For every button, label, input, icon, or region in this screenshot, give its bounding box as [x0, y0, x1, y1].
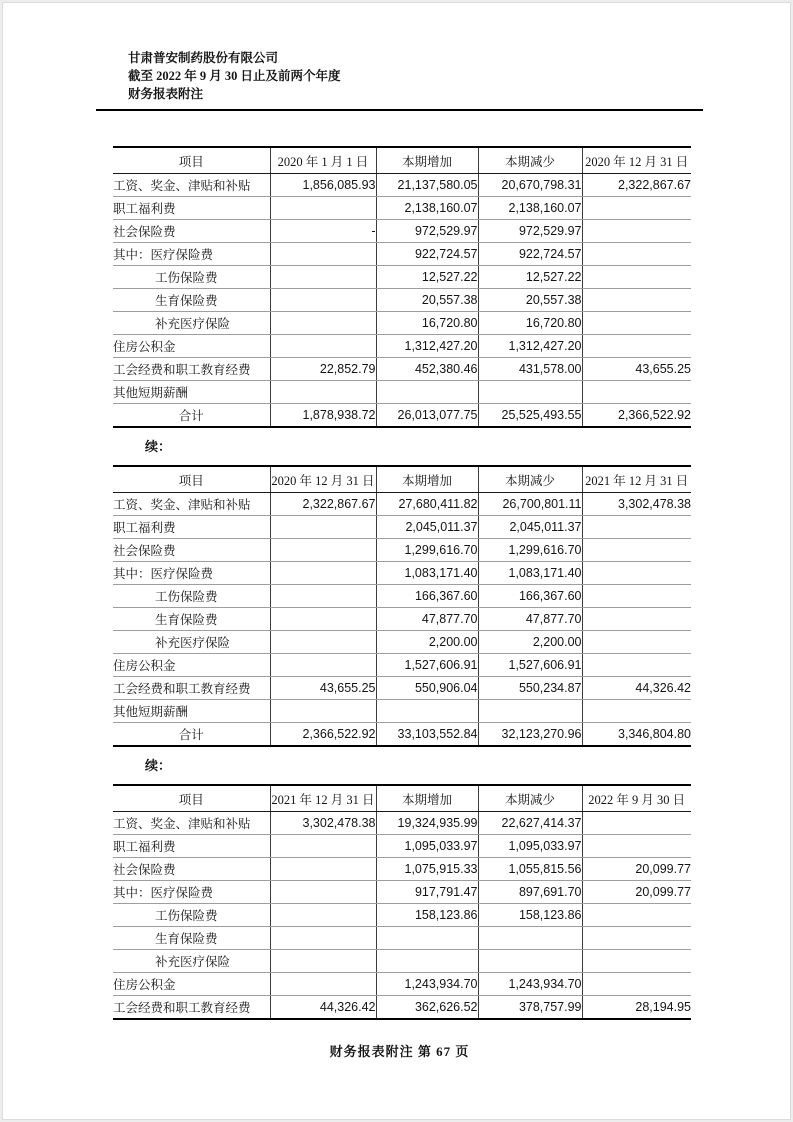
item-cell: 补充医疗保险: [113, 631, 270, 654]
table-row: [113, 973, 691, 996]
value-cell: 972,529.97: [478, 220, 582, 243]
value-cell: 20,099.77: [582, 881, 691, 904]
tables-area: [113, 146, 691, 1020]
value-cell: 3,302,478.38: [270, 812, 376, 835]
value-cell: [478, 950, 582, 973]
value-cell: 1,083,171.40: [376, 562, 478, 585]
value-cell: [582, 904, 691, 927]
value-cell: 2,366,522.92: [582, 404, 691, 428]
value-cell: [582, 220, 691, 243]
value-cell: [270, 700, 376, 723]
value-cell: 44,326.42: [270, 996, 376, 1020]
item-cell: 合计: [178, 409, 204, 423]
value-cell: 43,655.25: [270, 677, 376, 700]
table-row: [113, 858, 691, 881]
value-cell: 431,578.00: [478, 358, 582, 381]
value-cell: [270, 973, 376, 996]
header-row: [113, 147, 691, 174]
value-cell: 33,103,552.84: [376, 723, 478, 747]
item-cell: 生育保险费: [113, 927, 270, 950]
value-cell: 19,324,935.99: [376, 812, 478, 835]
table-row: [113, 608, 691, 631]
value-cell: [582, 835, 691, 858]
value-cell: [582, 539, 691, 562]
report-period: 截至 2022 年 9 月 30 日止及前两个年度: [128, 69, 341, 83]
item-cell: 工资、奖金、津贴和补贴: [113, 812, 270, 835]
value-cell: 26,700,801.11: [478, 493, 582, 516]
table-row: [113, 174, 691, 197]
value-cell: 1,095,033.97: [478, 835, 582, 858]
period-column-header: 本期增加: [376, 466, 478, 493]
period-column-header: 2020 年 12 月 31 日: [582, 147, 691, 174]
value-cell: 1,243,934.70: [478, 973, 582, 996]
item-column-header: 项目: [113, 785, 270, 812]
value-cell: [270, 516, 376, 539]
table-row: [113, 220, 691, 243]
value-cell: [582, 266, 691, 289]
value-cell: [582, 973, 691, 996]
value-cell: 550,234.87: [478, 677, 582, 700]
value-cell: 20,099.77: [582, 858, 691, 881]
value-cell: 378,757.99: [478, 996, 582, 1020]
value-cell: 20,670,798.31: [478, 174, 582, 197]
value-cell: 2,322,867.67: [582, 174, 691, 197]
value-cell: 3,302,478.38: [582, 493, 691, 516]
value-cell: 21,137,580.05: [376, 174, 478, 197]
item-cell: 职工福利费: [113, 197, 270, 220]
item-cell: 生育保险费: [113, 289, 270, 312]
table-header: [113, 147, 691, 174]
table-row: [113, 493, 691, 516]
continuation-label: 续：: [145, 758, 172, 773]
value-cell: 22,852.79: [270, 358, 376, 381]
item-cell: 工会经费和职工教育经费: [113, 1001, 251, 1015]
value-cell: [478, 927, 582, 950]
value-cell: [270, 950, 376, 973]
table-body: [113, 493, 691, 747]
value-cell: 1,527,606.91: [478, 654, 582, 677]
value-cell: 972,529.97: [376, 220, 478, 243]
value-cell: 1,299,616.70: [376, 539, 478, 562]
value-cell: [270, 381, 376, 404]
value-cell: [270, 335, 376, 358]
item-cell: 其中：医疗保险费: [113, 243, 270, 266]
value-cell: 2,045,011.37: [478, 516, 582, 539]
item-cell: 其中：医疗保险费: [113, 881, 270, 904]
value-cell: 25,525,493.55: [478, 404, 582, 428]
table-row: [113, 585, 691, 608]
value-cell: [582, 197, 691, 220]
value-cell: -: [270, 220, 376, 243]
value-cell: 2,138,160.07: [478, 197, 582, 220]
item-cell: 住房公积金: [113, 973, 270, 996]
value-cell: [582, 335, 691, 358]
item-cell: 工伤保险费: [113, 266, 270, 289]
value-cell: 550,906.04: [376, 677, 478, 700]
value-cell: 2,138,160.07: [376, 197, 478, 220]
company-name: 甘肃普安制药股份有限公司: [128, 51, 279, 65]
table-row: [113, 950, 691, 973]
table-row: [113, 723, 691, 747]
item-cell: 补充医疗保险: [113, 312, 270, 335]
period-column-header: 2021 年 12 月 31 日: [582, 466, 691, 493]
item-column-header: 项目: [113, 466, 270, 493]
value-cell: [582, 585, 691, 608]
table-row: [113, 266, 691, 289]
item-cell: 其中：医疗保险费: [113, 562, 270, 585]
period-column-header: 本期增加: [376, 785, 478, 812]
header-divider: [96, 109, 703, 111]
value-cell: 27,680,411.82: [376, 493, 478, 516]
value-cell: 1,095,033.97: [376, 835, 478, 858]
value-cell: [582, 516, 691, 539]
value-cell: [270, 927, 376, 950]
value-cell: 2,045,011.37: [376, 516, 478, 539]
item-cell: 合计: [178, 728, 204, 742]
table-row: [113, 631, 691, 654]
value-cell: [270, 835, 376, 858]
item-cell: 工资、奖金、津贴和补贴: [113, 174, 270, 197]
value-cell: 22,627,414.37: [478, 812, 582, 835]
table-row: [113, 700, 691, 723]
value-cell: 3,346,804.80: [582, 723, 691, 747]
value-cell: 47,877.70: [376, 608, 478, 631]
compensation-table-2: [113, 465, 691, 747]
table-row: [113, 243, 691, 266]
item-cell: 生育保险费: [113, 608, 270, 631]
value-cell: 20,557.38: [376, 289, 478, 312]
value-cell: 12,527.22: [376, 266, 478, 289]
table-body: [113, 812, 691, 1020]
continuation-label: 续：: [145, 439, 172, 454]
item-cell: 社会保险费: [113, 539, 270, 562]
item-cell: 工资、奖金、津贴和补贴: [113, 493, 270, 516]
header-row: [113, 785, 691, 812]
value-cell: 43,655.25: [582, 358, 691, 381]
value-cell: 2,200.00: [376, 631, 478, 654]
period-column-header: 2020 年 1 月 1 日: [270, 147, 376, 174]
item-cell: 工伤保险费: [113, 904, 270, 927]
value-cell: [270, 858, 376, 881]
table-row: [113, 677, 691, 700]
item-cell: 住房公积金: [113, 335, 270, 358]
item-cell: 住房公积金: [113, 654, 270, 677]
item-cell: 职工福利费: [113, 835, 270, 858]
table-row: [113, 381, 691, 404]
table-row: [113, 654, 691, 677]
value-cell: [376, 700, 478, 723]
value-cell: [582, 312, 691, 335]
value-cell: 16,720.80: [376, 312, 478, 335]
value-cell: [582, 381, 691, 404]
value-cell: 1,075,915.33: [376, 858, 478, 881]
value-cell: 1,878,938.72: [270, 404, 376, 428]
table-row: [113, 289, 691, 312]
value-cell: 1,527,606.91: [376, 654, 478, 677]
value-cell: 47,877.70: [478, 608, 582, 631]
table-row: [113, 904, 691, 927]
value-cell: [270, 608, 376, 631]
value-cell: [582, 700, 691, 723]
table-row: [113, 812, 691, 835]
period-column-header: 2022 年 9 月 30 日: [582, 785, 691, 812]
item-cell: 社会保险费: [113, 220, 270, 243]
value-cell: 922,724.57: [376, 243, 478, 266]
value-cell: 158,123.86: [376, 904, 478, 927]
value-cell: 166,367.60: [478, 585, 582, 608]
period-column-header: 2021 年 12 月 31 日: [270, 785, 376, 812]
table-row: [113, 835, 691, 858]
table-row: [113, 927, 691, 950]
value-cell: [582, 562, 691, 585]
value-cell: 2,366,522.92: [270, 723, 376, 747]
value-cell: [270, 654, 376, 677]
period-column-header: 2020 年 12 月 31 日: [270, 466, 376, 493]
value-cell: 1,312,427.20: [376, 335, 478, 358]
item-cell: 其他短期薪酬: [113, 700, 270, 723]
table-header: [113, 785, 691, 812]
value-cell: [582, 243, 691, 266]
value-cell: 922,724.57: [478, 243, 582, 266]
header-row: [113, 466, 691, 493]
value-cell: [270, 539, 376, 562]
period-column-header: 本期增加: [376, 147, 478, 174]
value-cell: [376, 950, 478, 973]
table-row: [113, 404, 691, 428]
value-cell: 26,013,077.75: [376, 404, 478, 428]
value-cell: [270, 197, 376, 220]
item-cell: 社会保险费: [113, 858, 270, 881]
value-cell: 1,243,934.70: [376, 973, 478, 996]
value-cell: 166,367.60: [376, 585, 478, 608]
value-cell: [582, 631, 691, 654]
item-cell: 工伤保险费: [113, 585, 270, 608]
value-cell: [582, 654, 691, 677]
value-cell: [270, 266, 376, 289]
value-cell: 2,200.00: [478, 631, 582, 654]
table-row: [113, 312, 691, 335]
value-cell: 1,083,171.40: [478, 562, 582, 585]
value-cell: 1,299,616.70: [478, 539, 582, 562]
value-cell: [582, 608, 691, 631]
table-row: [113, 562, 691, 585]
value-cell: 1,856,085.93: [270, 174, 376, 197]
table-row: [113, 996, 691, 1020]
value-cell: 12,527.22: [478, 266, 582, 289]
value-cell: [270, 904, 376, 927]
compensation-table-3: [113, 784, 691, 1020]
table-body: [113, 174, 691, 428]
value-cell: [582, 812, 691, 835]
value-cell: 1,312,427.20: [478, 335, 582, 358]
value-cell: [270, 631, 376, 654]
document-title: 财务报表附注: [128, 87, 204, 101]
value-cell: [582, 289, 691, 312]
page-footer: 财务报表附注 第 67 页: [329, 1044, 470, 1059]
item-cell: 补充医疗保险: [113, 950, 270, 973]
value-cell: 44,326.42: [582, 677, 691, 700]
value-cell: [270, 289, 376, 312]
table-row: [113, 335, 691, 358]
period-column-header: 本期减少: [478, 147, 582, 174]
table-row: [113, 358, 691, 381]
table-row: [113, 881, 691, 904]
compensation-table-1: [113, 146, 691, 428]
value-cell: 2,322,867.67: [270, 493, 376, 516]
table-row: [113, 539, 691, 562]
value-cell: 897,691.70: [478, 881, 582, 904]
value-cell: [270, 562, 376, 585]
period-column-header: 本期减少: [478, 466, 582, 493]
value-cell: [478, 381, 582, 404]
period-column-header: 本期减少: [478, 785, 582, 812]
value-cell: 20,557.38: [478, 289, 582, 312]
item-cell: 工会经费和职工教育经费: [113, 358, 270, 381]
value-cell: [270, 243, 376, 266]
item-column-header: 项目: [113, 147, 270, 174]
value-cell: 917,791.47: [376, 881, 478, 904]
value-cell: [582, 950, 691, 973]
value-cell: [478, 700, 582, 723]
value-cell: 32,123,270.96: [478, 723, 582, 747]
value-cell: [270, 585, 376, 608]
table-header: [113, 466, 691, 493]
item-cell: 工会经费和职工教育经费: [113, 677, 270, 700]
value-cell: 1,055,815.56: [478, 858, 582, 881]
item-cell: 职工福利费: [113, 516, 270, 539]
value-cell: 16,720.80: [478, 312, 582, 335]
value-cell: 452,380.46: [376, 358, 478, 381]
value-cell: 28,194.95: [582, 996, 691, 1020]
value-cell: [376, 927, 478, 950]
table-row: [113, 197, 691, 220]
value-cell: [270, 881, 376, 904]
value-cell: 158,123.86: [478, 904, 582, 927]
value-cell: [270, 312, 376, 335]
value-cell: [582, 927, 691, 950]
document-header: [128, 49, 341, 103]
value-cell: 362,626.52: [376, 996, 478, 1020]
item-cell: 其他短期薪酬: [113, 381, 270, 404]
value-cell: [376, 381, 478, 404]
table-row: [113, 516, 691, 539]
